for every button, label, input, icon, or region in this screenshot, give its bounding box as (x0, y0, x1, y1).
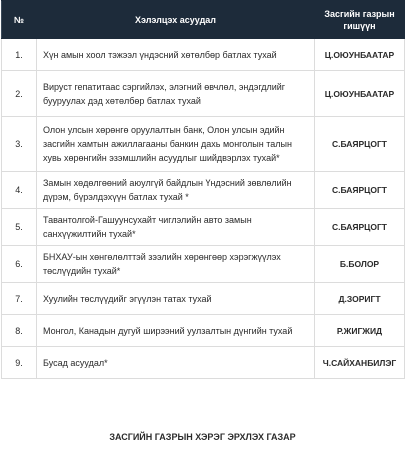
row-issue: Замын хөдөлгөөний аюулгүй байдлын Үндэсний зөвлөлийн дүрэм, бүрэлдэхүүн батлах тухай * (37, 172, 315, 209)
table-row (2, 39, 405, 71)
row-presenter: С.БАЯРЦОГТ (315, 117, 405, 172)
row-issue: Вируст гепатитаас сэргийлэх, элэгний өвчлөл, эндэгдлийг бууруулах дэд хөтөлбөр батлах тухай (37, 71, 315, 117)
table-row (2, 347, 405, 379)
table-row (2, 172, 405, 209)
table-row (2, 283, 405, 315)
row-issue: Олон улсын хөрөнгө оруулалтын банк, Олон улсын эдийн засгийн хамтын ажиллагааны банкин дахь монголын талын хувь хөрөнгийн эзэмшлийн асуудлыг шийдвэрлэх тухай* (37, 117, 315, 172)
row-number: 3. (2, 117, 37, 172)
table-row (2, 209, 405, 246)
row-number: 2. (2, 71, 37, 117)
row-presenter: С.БАЯРЦОГТ (315, 172, 405, 209)
row-presenter: Р.ЖИГЖИД (315, 315, 405, 347)
header-presenter: Засгийн газрын гишүүн (315, 1, 405, 39)
table-row (2, 246, 405, 283)
row-number: 9. (2, 347, 37, 379)
row-presenter: С.БАЯРЦОГТ (315, 209, 405, 246)
row-presenter: Д.ЗОРИГТ (315, 283, 405, 315)
row-number: 6. (2, 246, 37, 283)
row-number: 5. (2, 209, 37, 246)
row-issue: БНХАУ-ын хөнгөлөлттэй зээлийн хөрөнгөөр хэрэгжүүлэх төслүүдийн тухай* (37, 246, 315, 283)
footer-title: ЗАСГИЙН ГАЗРЫН ХЭРЭГ ЭРХЛЭХ ГАЗАР (109, 432, 296, 442)
table-row (2, 315, 405, 347)
row-presenter: Ц.ОЮУНБААТАР (315, 71, 405, 117)
row-issue: Монгол, Канадын дугуй ширээний уулзалтын дүнгийн тухай (37, 315, 315, 347)
table-row (2, 71, 405, 117)
row-presenter: Ч.САЙХАНБИЛЭГ (315, 347, 405, 379)
row-presenter: Ц.ОЮУНБААТАР (315, 39, 405, 71)
header-number: № (2, 1, 37, 39)
row-number: 7. (2, 283, 37, 315)
header-issue: Хэлэлцэх асуудал (37, 1, 315, 39)
table-row (2, 117, 405, 172)
row-issue: Бусад асуудал* (37, 347, 315, 379)
row-number: 1. (2, 39, 37, 71)
row-issue: Хуулийн төслүүдийг эгүүлэн татах тухай (37, 283, 315, 315)
row-presenter: Б.БОЛОР (315, 246, 405, 283)
table-header-row (2, 1, 405, 39)
agenda-table (1, 0, 405, 379)
row-issue: Тавантолгой-Гашуунсухайт чиглэлийн авто замын санхүүжилтийн тухай* (37, 209, 315, 246)
row-number: 8. (2, 315, 37, 347)
row-number: 4. (2, 172, 37, 209)
row-issue: Хүн амын хоол тэжээл үндэсний хөтөлбөр батлах тухай (37, 39, 315, 71)
